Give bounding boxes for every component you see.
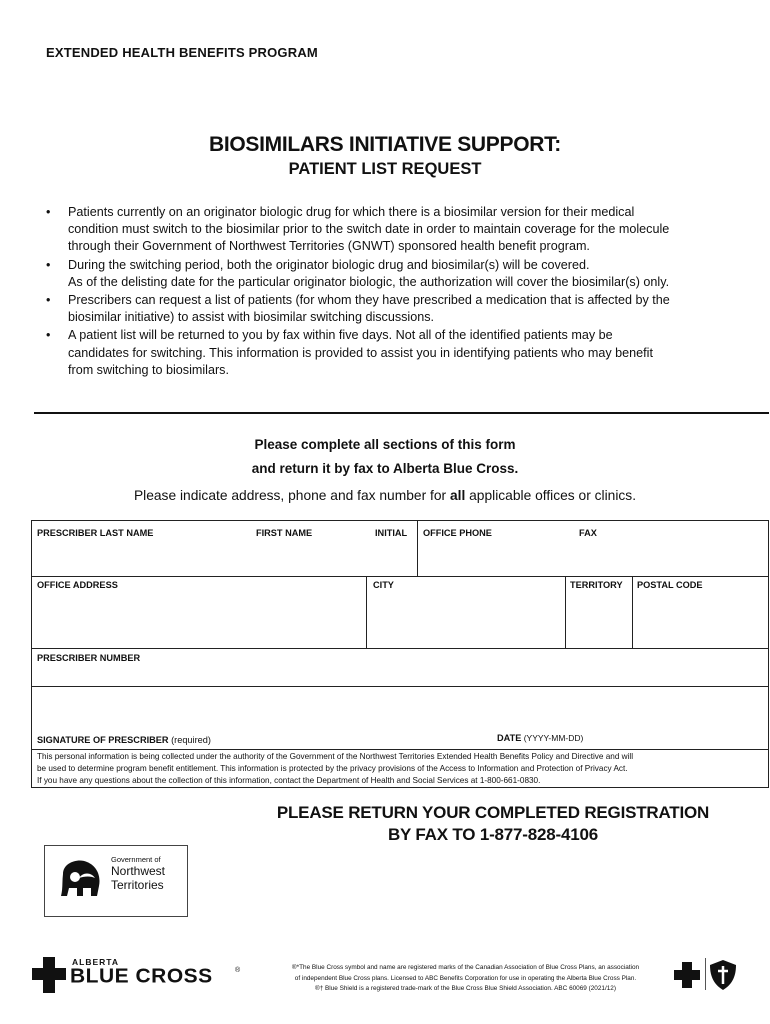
initial-field[interactable]: INITIAL — [375, 528, 408, 538]
form-subtitle: PATIENT LIST REQUEST — [288, 160, 482, 178]
privacy-notice: This personal information is being collected under the authority of the Government of the Northwest Territories Extended Health Benefits Policy and Directive and will be used to determine program benefit entitlement. This information is protected by the privacy provisions of the Access to Information and Protection of Privacy Act. If you have any questions about the collection of this information, contact the Department of Health and Social Services at 1-800-661-0830. — [37, 752, 634, 785]
office-phone-field[interactable]: OFFICE PHONE — [423, 528, 492, 538]
instruction-line-3: Please indicate address, phone and fax number for all applicable offices or clinics. — [133, 488, 637, 503]
bullet-icon: • — [46, 257, 51, 272]
bullet-icon: • — [46, 328, 51, 343]
return-fax-number: BY FAX TO 1-877-828-4106 — [387, 825, 599, 844]
office-address-field[interactable]: OFFICE ADDRESS — [37, 580, 118, 590]
polar-bear-icon — [53, 852, 113, 912]
territory-field[interactable]: TERRITORY — [570, 580, 623, 590]
bullet-icon: • — [46, 205, 51, 219]
trademark-notice: ®*The Blue Cross symbol and name are registered marks of the Canadian Association of Blue Cross Plans, an association of independent Blue Cross plans. Licensed to ABC Benefits Corporation for use in operating the Alberta Blue Cross Plan. ®† Blue Shield is a registered trade-mark of the Blue Cross Blue Shield Association. ABC 60069 (2021/12) — [291, 964, 640, 992]
form-title: BIOSIMILARS INITIATIVE SUPPORT: — [209, 133, 561, 156]
postal-code-field[interactable]: POSTAL CODE — [637, 580, 703, 590]
bullet-icon: • — [46, 293, 51, 308]
bcbs-marks — [672, 958, 742, 992]
bullet-item: • During the switching period, both the originator biologic drug and biosimilar(s) will be covered. As of the delisting date for the particular originator biologic, the authorization will cover the biosimilar(s) only. — [46, 257, 670, 289]
prescriber-last-name-field[interactable]: PRESCRIBER LAST NAME — [37, 528, 154, 538]
bullet-item: • Patients currently on an originator biologic drug for which there is a biosimilar version for their medical condition must switch to the biosimilar prior to the switch date in order to maintain coverage for the molecule through their Government of Northwest Territories (GNWT) sponsored health benefit program. — [46, 205, 670, 254]
shield-icon — [710, 960, 736, 990]
signature-field[interactable]: SIGNATURE OF PRESCRIBER (required) — [37, 735, 211, 745]
bullet-item: • Prescribers can request a list of patients (for whom they have prescribed a medication that is affected by the biosimilar initiative) to assist with biosimilar switching discussions. — [46, 293, 670, 325]
first-name-field[interactable]: FIRST NAME — [256, 528, 313, 538]
cross-icon — [674, 962, 700, 988]
program-name: EXTENDED HEALTH BENEFITS PROGRAM — [46, 45, 318, 60]
city-field[interactable]: CITY — [373, 580, 394, 590]
fax-field[interactable]: FAX — [579, 528, 597, 538]
date-field[interactable]: DATE (YYYY-MM-DD) — [497, 733, 584, 743]
return-instruction-line-1: PLEASE RETURN YOUR COMPLETED REGISTRATION — [276, 803, 710, 822]
section-divider — [34, 412, 769, 414]
blue-cross-icon — [32, 957, 66, 993]
instruction-line-2: and return it by fax to Alberta Blue Cross. — [251, 461, 519, 476]
bullet-item: • A patient list will be returned to you by fax within five days. Not all of the identified patients may be candidates for switching. This information is provided to assist you in identifying patients who may benefit from switching to biosimilars. — [46, 328, 653, 377]
gnwt-logo: Government of Northwest Territories — [44, 845, 188, 917]
prescriber-number-field[interactable]: PRESCRIBER NUMBER — [37, 653, 141, 663]
instruction-line-1: Please complete all sections of this form — [254, 437, 516, 452]
prescriber-form — [31, 520, 769, 788]
alberta-blue-cross-logo: ALBERTA BLUE CROSS ® — [32, 955, 247, 995]
info-bullet-list — [38, 204, 766, 380]
